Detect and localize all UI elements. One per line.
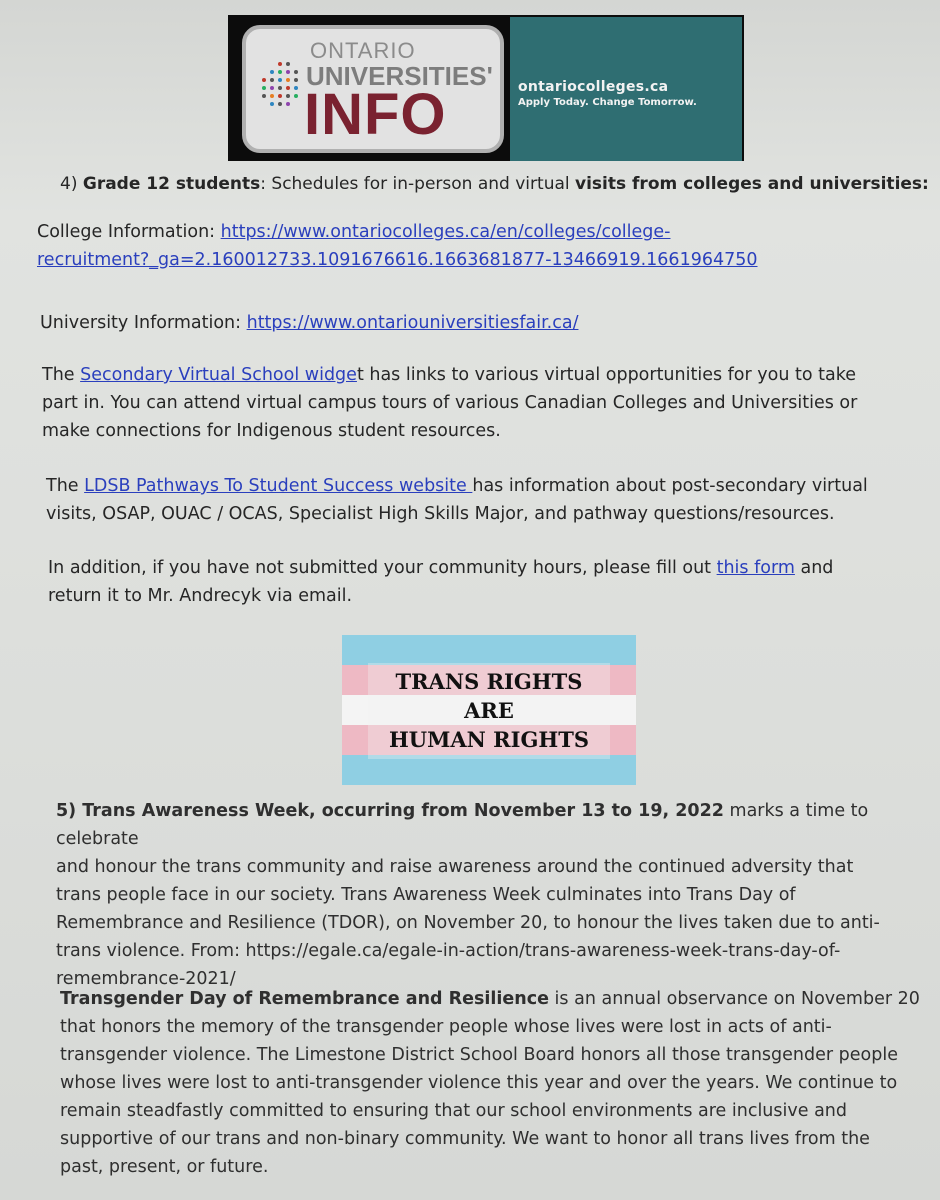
secondary-virtual-school-link[interactable]: Secondary Virtual School widge	[80, 365, 357, 385]
section6-line4: whose lives were lost to anti-transgender violence this year and over the years. We continue to	[60, 1073, 898, 1093]
oc-logo-tagline: Apply Today. Change Tomorrow.	[518, 97, 697, 108]
flag-stripe-blue-top	[342, 635, 636, 665]
college-info-label: College Information:	[37, 222, 221, 242]
svs-prefix: The	[42, 365, 81, 385]
section5-line1-rest: marks a time to celebrate	[56, 801, 869, 849]
community-hours-form-link[interactable]: this form	[716, 558, 795, 578]
svs-line3: make connections for Indigenous student resources.	[42, 421, 501, 441]
section6-line3: transgender violence. The Limestone District School Board honors all those transgender people	[60, 1045, 898, 1065]
community-hours-paragraph	[48, 554, 833, 610]
oui-logo-info: INFO	[304, 82, 447, 147]
universities-fair-link[interactable]: https://www.ontariouniversitiesfair.ca/	[246, 313, 579, 333]
college-recruitment-link-cont[interactable]: recruitment?_ga=2.160012733.1091676616.1663681877-13466919.1661964750	[37, 250, 758, 270]
logo-banner	[228, 15, 744, 161]
section6-bold-lead: Transgender Day of Remembrance and Resilience	[60, 989, 549, 1009]
ldsb-pathways-link[interactable]: LDSB Pathways To Student Success website	[84, 476, 473, 496]
heading-middle: : Schedules for in-person and virtual	[260, 174, 576, 194]
section6-line6: supportive of our trans and non-binary community. We want to honor all trans lives from the	[60, 1129, 870, 1149]
form-line2: return it to Mr. Andrecyk via email.	[48, 586, 353, 606]
university-info-paragraph	[40, 309, 578, 337]
oui-logo-ontario: ONTARIO	[310, 38, 416, 63]
form-prefix: In addition, if you have not submitted your community hours, please fill out	[48, 558, 717, 578]
trans-awareness-paragraph	[56, 797, 940, 993]
tdor-paragraph	[60, 985, 920, 1181]
section5-line2: and honour the trans community and raise awareness around the continued adversity that	[56, 857, 854, 877]
flag-line-2: ARE	[464, 698, 514, 723]
section5-line3: trans people face in our society. Trans Awareness Week culminates into Trans Day of	[56, 885, 796, 905]
ontario-colleges-logo[interactable]	[510, 17, 742, 161]
section6-line5: remain steadfastly committed to ensuring that our school environments are inclusive and	[60, 1101, 847, 1121]
section-4-heading	[60, 170, 929, 198]
ldsb-pathways-paragraph	[46, 472, 868, 528]
section6-line1-rest: is an annual observance on November 20	[548, 989, 920, 1009]
section5-line6: remembrance-2021/	[56, 969, 236, 989]
ldsb-line1-rest: has information about post-secondary virtual	[472, 476, 868, 496]
trans-rights-flag-image	[342, 635, 636, 785]
oc-logo-domain: ontariocolleges.ca	[518, 79, 669, 95]
flag-slogan	[342, 667, 636, 754]
college-recruitment-link[interactable]: https://www.ontariocolleges.ca/en/colleges/college-	[220, 222, 671, 242]
dot-grid-icon	[260, 61, 300, 111]
section5-bold-lead: 5) Trans Awareness Week, occurring from November 13 to 19, 2022	[56, 801, 724, 821]
form-suffix: and	[794, 558, 834, 578]
oui-logo-universities: UNIVERSITIES'	[306, 61, 493, 91]
heading-visits: visits from colleges and universities:	[575, 174, 929, 194]
svs-line2: part in. You can attend virtual campus tours of various Canadian Colleges and Universities or	[42, 393, 858, 413]
university-info-label: University Information:	[40, 313, 247, 333]
flag-line-3: HUMAN RIGHTS	[388, 727, 590, 752]
svs-line1-rest: t has links to various virtual opportunities for you to take	[356, 365, 856, 385]
heading-grade12: Grade 12 students	[82, 174, 261, 194]
virtual-school-paragraph	[42, 361, 857, 445]
section5-line5: trans violence. From: https://egale.ca/egale-in-action/trans-awareness-week-trans-day-of-	[56, 941, 841, 961]
ldsb-prefix: The	[46, 476, 85, 496]
section6-line2: that honors the memory of the transgender people whose lives were lost in acts of anti-	[60, 1017, 832, 1037]
ldsb-line2: visits, OSAP, OUAC / OCAS, Specialist High Skills Major, and pathway questions/resources.	[46, 504, 835, 524]
flag-stripe-blue-bottom	[342, 755, 636, 785]
college-info-paragraph	[37, 218, 758, 274]
flag-line-1: TRANS RIGHTS	[395, 669, 583, 694]
ontario-universities-info-logo[interactable]	[242, 25, 504, 153]
section5-line4: Remembrance and Resilience (TDOR), on November 20, to honour the lives taken due to anti-	[56, 913, 880, 933]
section6-line7: past, present, or future.	[60, 1157, 269, 1177]
heading-number: 4)	[60, 174, 83, 194]
